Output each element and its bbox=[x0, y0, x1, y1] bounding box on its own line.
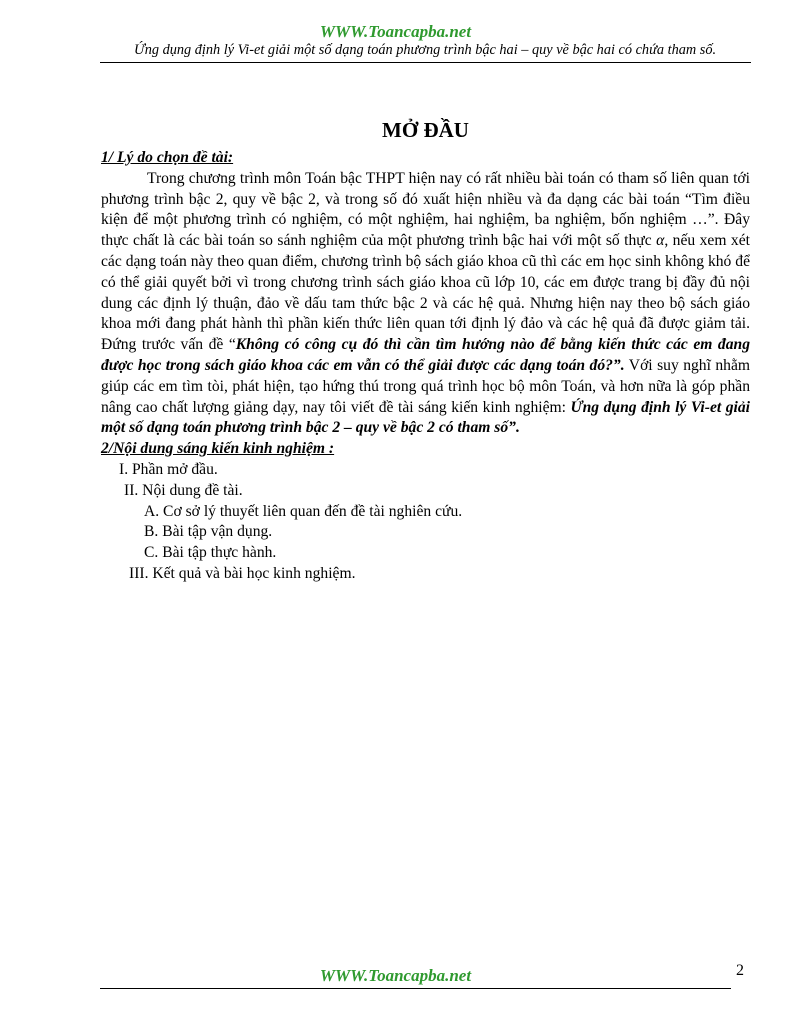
outline-item: C. Bài tập thực hành. bbox=[144, 544, 277, 562]
footer-divider bbox=[100, 988, 731, 989]
outline-item: II. Nội dung đề tài. bbox=[124, 481, 243, 499]
page-number: 2 bbox=[736, 962, 744, 979]
header-site: WWW.Toancapba.net bbox=[319, 22, 472, 41]
outline-item: A. Cơ sở lý thuyết liên quan đến đề tài nghiên cứu. bbox=[144, 502, 463, 520]
header-subtitle: Ứng dụng định lý Vi-et giải một số dạng toán phương trình bậc hai – quy về bậc hai có chứa tham số. bbox=[133, 42, 717, 58]
paragraph-emphasis-topic: Ứng dụng định lý Vi-et giải một số dạng toán phương trình bậc 2 – quy về bậc 2 có tham số”. bbox=[101, 398, 750, 437]
outline-item: B. Bài tập vận dụng. bbox=[144, 523, 273, 541]
content-outline bbox=[101, 460, 750, 585]
paragraph-text-2: , nếu xem xét các dạng toán này theo quan điểm, chương trình bộ sách giáo khoa cũ thì các em học sinh không khó để có thể giải quyết bởi vì trong chương trình sách giáo khoa cũ lớp 10, các em được trang bị đầy đủ nội dung các định lý thuận, đảo về dấu tam thức bậc 2 và các hệ quả. Nhưng hiện nay theo bộ sách giáo khoa mới đang phát hành thì phần kiến thức liên quan tới định lý đảo và các hệ quả đã được giảm tải. Đứng trước vấn đề “ bbox=[101, 232, 750, 354]
section-2-heading: 2/Nội dung sáng kiến kinh nghiệm : bbox=[101, 440, 335, 458]
paragraph-emphasis-question: Không có công cụ đó thì cần tìm hướng nào để bằng kiến thức các em đang được học trong sách giáo khoa các em vẫn có thể giải được các dạng toán đó?”. bbox=[101, 336, 750, 374]
paragraph-text-1: Trong chương trình môn Toán bậc THPT hiện nay có rất nhiều bài toán có tham số liên quan tới phương trình bậc 2, quy về bậc 2, và trong số đó xuất hiện nhiều và đa dạng các bài toán “Tìm điều kiện để một phương trình có nghiệm, có một nghiệm, hai nghiệm, ba nghiệm, bốn nghiệm …”. Đây thực chất là các bài toán so sánh nghiệm của một phương trình bậc hai với một số thực bbox=[101, 169, 750, 250]
page-title: MỞ ĐẦU bbox=[382, 118, 469, 142]
alpha-symbol: α bbox=[656, 232, 665, 250]
section-1-heading: 1/ Lý do chọn đề tài: bbox=[101, 149, 234, 166]
outline-item: III. Kết quả và bài học kinh nghiệm. bbox=[129, 564, 356, 582]
footer-site: WWW.Toancapba.net bbox=[319, 966, 472, 985]
main-content bbox=[101, 148, 750, 585]
header-divider bbox=[100, 62, 751, 63]
section-1-paragraph bbox=[101, 169, 750, 439]
paragraph-text-3: Với suy nghĩ nhằm giúp các em tìm tòi, phát hiện, tạo hứng thú trong quá trình học bộ môn Toán, và hơn nữa là góp phần nâng cao chất lượng giảng dạy, nay tôi viết đề tài sáng kiến kinh nghiệm: bbox=[101, 356, 751, 416]
outline-item: I. Phần mở đầu. bbox=[119, 460, 218, 478]
